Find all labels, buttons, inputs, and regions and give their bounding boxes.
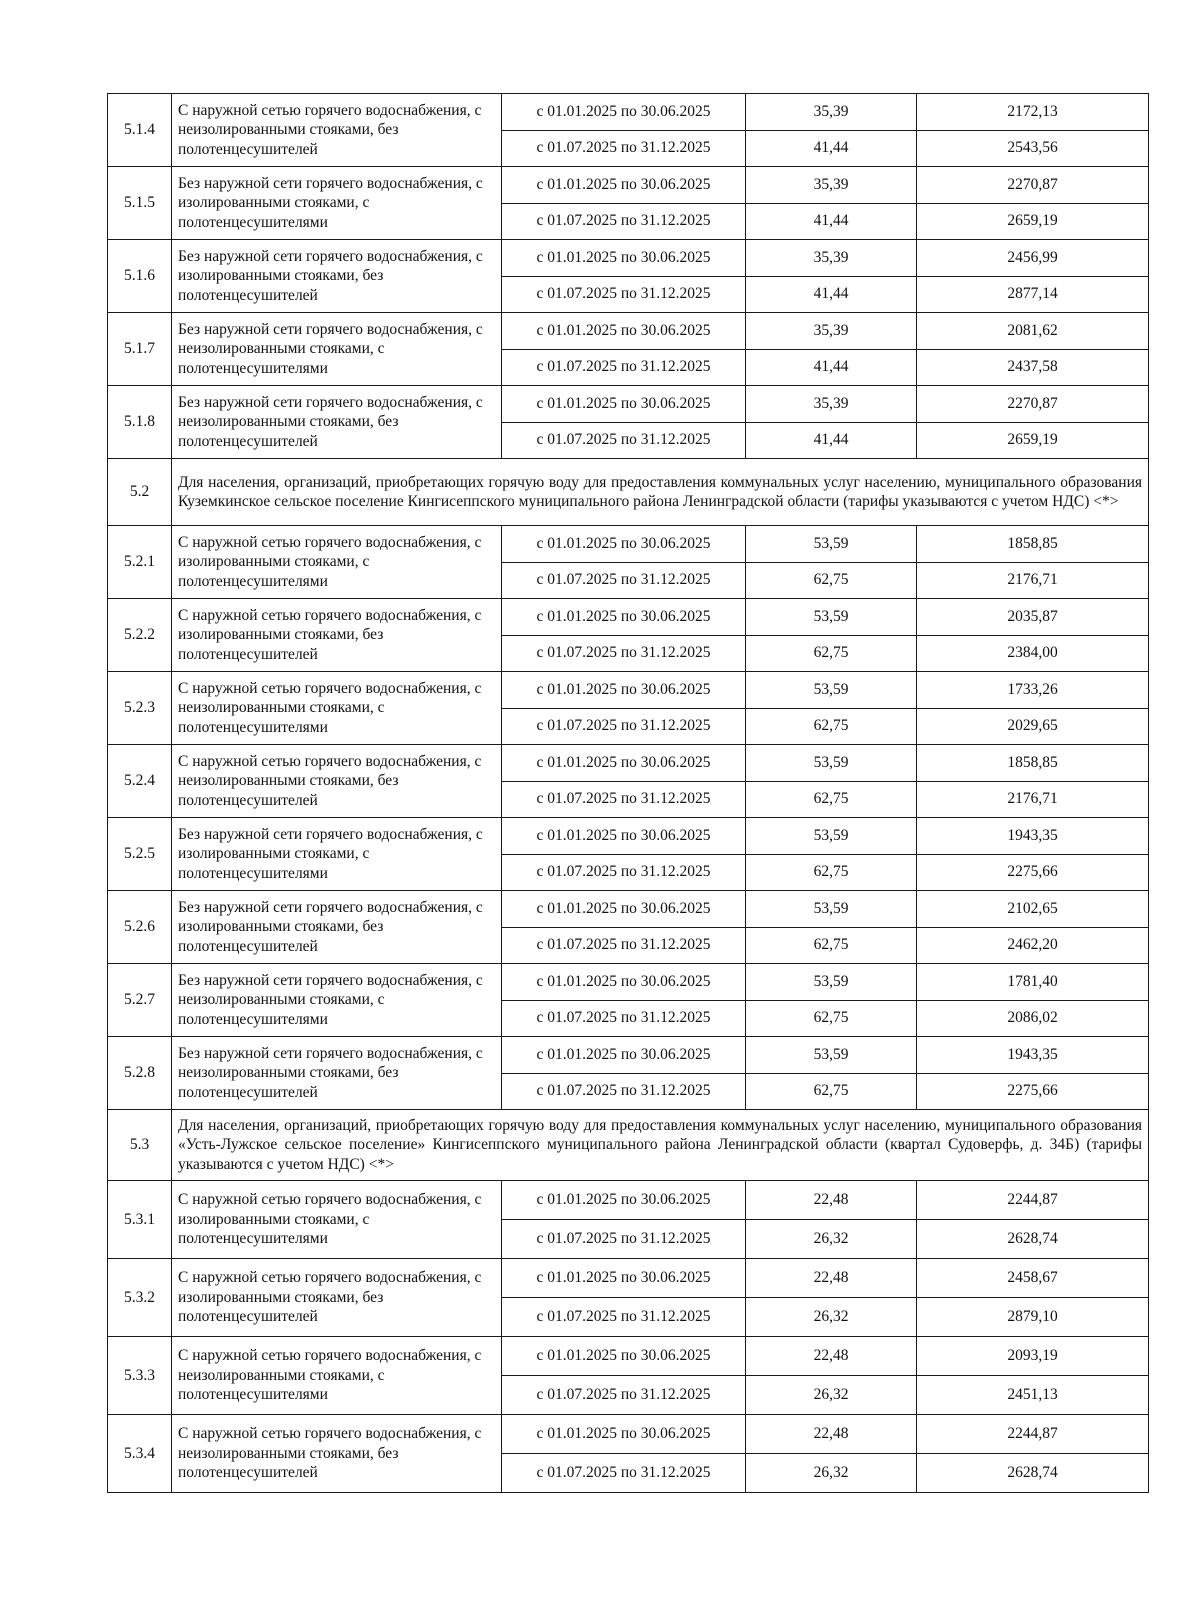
value-cell: 62,75 bbox=[746, 635, 917, 672]
tariff-cell: 2086,02 bbox=[917, 1000, 1149, 1037]
tariff-cell: 2275,66 bbox=[917, 1073, 1149, 1110]
row-number: 5.3.1 bbox=[108, 1181, 172, 1259]
value-cell: 62,75 bbox=[746, 1000, 917, 1037]
row-description: С наружной сетью горячего водоснабжения, с неизолированными стояками, без полотенцесушителей bbox=[172, 94, 502, 167]
section-header-row bbox=[108, 459, 1149, 526]
period-cell: с 01.01.2025 по 30.06.2025 bbox=[502, 1337, 746, 1376]
period-cell: с 01.01.2025 по 30.06.2025 bbox=[502, 1181, 746, 1220]
row-description: Без наружной сети горячего водоснабжения, с неизолированными стояками, без полотенцесушителей bbox=[172, 1037, 502, 1110]
tariff-cell: 2384,00 bbox=[917, 635, 1149, 672]
tariff-cell: 2456,99 bbox=[917, 240, 1149, 277]
tariff-cell: 2659,19 bbox=[917, 422, 1149, 459]
row-description: С наружной сетью горячего водоснабжения, с изолированными стояками, с полотенцесушителями bbox=[172, 526, 502, 599]
value-cell: 53,59 bbox=[746, 818, 917, 855]
period-cell: с 01.01.2025 по 30.06.2025 bbox=[502, 1259, 746, 1298]
row-description: С наружной сетью горячего водоснабжения, с неизолированными стояками, с полотенцесушителями bbox=[172, 1337, 502, 1415]
row-number: 5.2.5 bbox=[108, 818, 172, 891]
tariff-cell: 1943,35 bbox=[917, 1037, 1149, 1074]
table-row bbox=[108, 526, 1149, 563]
value-cell: 53,59 bbox=[746, 526, 917, 563]
tariff-cell: 1781,40 bbox=[917, 964, 1149, 1001]
value-cell: 35,39 bbox=[746, 94, 917, 131]
value-cell: 62,75 bbox=[746, 708, 917, 745]
period-cell: с 01.07.2025 по 31.12.2025 bbox=[502, 130, 746, 167]
tariff-cell: 2275,66 bbox=[917, 854, 1149, 891]
tariff-cell: 2270,87 bbox=[917, 167, 1149, 204]
period-cell: с 01.01.2025 по 30.06.2025 bbox=[502, 672, 746, 709]
table-row bbox=[108, 1259, 1149, 1298]
value-cell: 22,48 bbox=[746, 1415, 917, 1454]
period-cell: с 01.07.2025 по 31.12.2025 bbox=[502, 422, 746, 459]
tariff-cell: 2244,87 bbox=[917, 1415, 1149, 1454]
table-row bbox=[108, 891, 1149, 928]
tariff-cell: 2451,13 bbox=[917, 1376, 1149, 1415]
table-row bbox=[108, 745, 1149, 782]
period-cell: с 01.07.2025 по 31.12.2025 bbox=[502, 927, 746, 964]
row-number: 5.2.3 bbox=[108, 672, 172, 745]
tariff-cell: 2176,71 bbox=[917, 781, 1149, 818]
row-number: 5.3.4 bbox=[108, 1415, 172, 1493]
row-number: 5.1.8 bbox=[108, 386, 172, 459]
row-number: 5.2.2 bbox=[108, 599, 172, 672]
period-cell: с 01.01.2025 по 30.06.2025 bbox=[502, 599, 746, 636]
period-cell: с 01.01.2025 по 30.06.2025 bbox=[502, 94, 746, 131]
tariff-cell: 2081,62 bbox=[917, 313, 1149, 350]
period-cell: с 01.07.2025 по 31.12.2025 bbox=[502, 349, 746, 386]
value-cell: 62,75 bbox=[746, 854, 917, 891]
row-number: 5.2.1 bbox=[108, 526, 172, 599]
row-number: 5.2.6 bbox=[108, 891, 172, 964]
section-number: 5.3 bbox=[108, 1110, 172, 1181]
value-cell: 26,32 bbox=[746, 1454, 917, 1493]
section-description: Для населения, организаций, приобретающих горячую воду для предоставления коммунальных услуг населению, муниципального образования Куземкинское сельское поселение Кингисеппского муниципального района Ленинградской области (тарифы указываются с учетом НДС) <*> bbox=[172, 459, 1149, 526]
period-cell: с 01.01.2025 по 30.06.2025 bbox=[502, 240, 746, 277]
value-cell: 22,48 bbox=[746, 1337, 917, 1376]
period-cell: с 01.07.2025 по 31.12.2025 bbox=[502, 781, 746, 818]
tariff-cell: 2458,67 bbox=[917, 1259, 1149, 1298]
tariff-cell: 2270,87 bbox=[917, 386, 1149, 423]
tariff-cell: 2877,14 bbox=[917, 276, 1149, 313]
row-description: Без наружной сети горячего водоснабжения, с изолированными стояками, с полотенцесушителями bbox=[172, 818, 502, 891]
row-description: Без наружной сети горячего водоснабжения, с неизолированными стояками, с полотенцесушителями bbox=[172, 964, 502, 1037]
row-number: 5.1.5 bbox=[108, 167, 172, 240]
tariff-cell: 1943,35 bbox=[917, 818, 1149, 855]
value-cell: 62,75 bbox=[746, 1073, 917, 1110]
section-number: 5.2 bbox=[108, 459, 172, 526]
period-cell: с 01.07.2025 по 31.12.2025 bbox=[502, 562, 746, 599]
period-cell: с 01.01.2025 по 30.06.2025 bbox=[502, 313, 746, 350]
tariff-cell: 1858,85 bbox=[917, 526, 1149, 563]
table-row bbox=[108, 386, 1149, 423]
value-cell: 35,39 bbox=[746, 313, 917, 350]
value-cell: 41,44 bbox=[746, 276, 917, 313]
row-number: 5.3.2 bbox=[108, 1259, 172, 1337]
tariff-table bbox=[107, 93, 1149, 1493]
tariff-cell: 2176,71 bbox=[917, 562, 1149, 599]
row-number: 5.1.4 bbox=[108, 94, 172, 167]
section-header-row bbox=[108, 1110, 1149, 1181]
period-cell: с 01.01.2025 по 30.06.2025 bbox=[502, 1037, 746, 1074]
tariff-cell: 1858,85 bbox=[917, 745, 1149, 782]
period-cell: с 01.07.2025 по 31.12.2025 bbox=[502, 203, 746, 240]
period-cell: с 01.01.2025 по 30.06.2025 bbox=[502, 964, 746, 1001]
value-cell: 62,75 bbox=[746, 781, 917, 818]
table-row bbox=[108, 1415, 1149, 1454]
period-cell: с 01.01.2025 по 30.06.2025 bbox=[502, 745, 746, 782]
tariff-cell: 2879,10 bbox=[917, 1298, 1149, 1337]
row-description: С наружной сетью горячего водоснабжения, с неизолированными стояками, без полотенцесушителей bbox=[172, 1415, 502, 1493]
row-number: 5.2.4 bbox=[108, 745, 172, 818]
table-row bbox=[108, 240, 1149, 277]
value-cell: 35,39 bbox=[746, 167, 917, 204]
value-cell: 62,75 bbox=[746, 927, 917, 964]
value-cell: 53,59 bbox=[746, 672, 917, 709]
value-cell: 35,39 bbox=[746, 386, 917, 423]
value-cell: 41,44 bbox=[746, 422, 917, 459]
value-cell: 35,39 bbox=[746, 240, 917, 277]
tariff-cell: 2102,65 bbox=[917, 891, 1149, 928]
row-number: 5.3.3 bbox=[108, 1337, 172, 1415]
table-row bbox=[108, 818, 1149, 855]
period-cell: с 01.01.2025 по 30.06.2025 bbox=[502, 167, 746, 204]
tariff-cell: 2543,56 bbox=[917, 130, 1149, 167]
tariff-cell: 2035,87 bbox=[917, 599, 1149, 636]
value-cell: 26,32 bbox=[746, 1376, 917, 1415]
period-cell: с 01.07.2025 по 31.12.2025 bbox=[502, 276, 746, 313]
row-description: С наружной сетью горячего водоснабжения, с неизолированными стояками, с полотенцесушителями bbox=[172, 672, 502, 745]
value-cell: 53,59 bbox=[746, 964, 917, 1001]
period-cell: с 01.07.2025 по 31.12.2025 bbox=[502, 1220, 746, 1259]
period-cell: с 01.01.2025 по 30.06.2025 bbox=[502, 818, 746, 855]
tariff-cell: 2628,74 bbox=[917, 1454, 1149, 1493]
value-cell: 53,59 bbox=[746, 745, 917, 782]
table-row bbox=[108, 94, 1149, 131]
row-number: 5.1.7 bbox=[108, 313, 172, 386]
row-number: 5.2.8 bbox=[108, 1037, 172, 1110]
row-description: С наружной сетью горячего водоснабжения, с изолированными стояками, без полотенцесушителей bbox=[172, 599, 502, 672]
period-cell: с 01.07.2025 по 31.12.2025 bbox=[502, 1376, 746, 1415]
value-cell: 41,44 bbox=[746, 349, 917, 386]
row-number: 5.2.7 bbox=[108, 964, 172, 1037]
period-cell: с 01.07.2025 по 31.12.2025 bbox=[502, 708, 746, 745]
value-cell: 22,48 bbox=[746, 1259, 917, 1298]
period-cell: с 01.07.2025 по 31.12.2025 bbox=[502, 1000, 746, 1037]
period-cell: с 01.01.2025 по 30.06.2025 bbox=[502, 1415, 746, 1454]
value-cell: 22,48 bbox=[746, 1181, 917, 1220]
period-cell: с 01.01.2025 по 30.06.2025 bbox=[502, 386, 746, 423]
value-cell: 26,32 bbox=[746, 1220, 917, 1259]
value-cell: 53,59 bbox=[746, 1037, 917, 1074]
value-cell: 41,44 bbox=[746, 203, 917, 240]
row-description: С наружной сетью горячего водоснабжения, с изолированными стояками, с полотенцесушителями bbox=[172, 1181, 502, 1259]
row-description: Без наружной сети горячего водоснабжения, с изолированными стояками, с полотенцесушителями bbox=[172, 167, 502, 240]
value-cell: 53,59 bbox=[746, 891, 917, 928]
row-number: 5.1.6 bbox=[108, 240, 172, 313]
tariff-cell: 2244,87 bbox=[917, 1181, 1149, 1220]
table-row bbox=[108, 1337, 1149, 1376]
row-description: С наружной сетью горячего водоснабжения, с изолированными стояками, без полотенцесушителей bbox=[172, 1259, 502, 1337]
value-cell: 62,75 bbox=[746, 562, 917, 599]
period-cell: с 01.07.2025 по 31.12.2025 bbox=[502, 854, 746, 891]
row-description: С наружной сетью горячего водоснабжения, с неизолированными стояками, без полотенцесушителей bbox=[172, 745, 502, 818]
section-description: Для населения, организаций, приобретающих горячую воду для предоставления коммунальных услуг населению, муниципального образования «Усть-Лужское сельское поселение» Кингисеппского муниципального района Ленинградской области (квартал Судоверфь, д. 34Б) (тарифы указываются с учетом НДС) <*> bbox=[172, 1110, 1149, 1181]
value-cell: 53,59 bbox=[746, 599, 917, 636]
tariff-cell: 2659,19 bbox=[917, 203, 1149, 240]
period-cell: с 01.07.2025 по 31.12.2025 bbox=[502, 1073, 746, 1110]
table-row bbox=[108, 167, 1149, 204]
table-row bbox=[108, 672, 1149, 709]
row-description: Без наружной сети горячего водоснабжения, с изолированными стояками, без полотенцесушителей bbox=[172, 891, 502, 964]
table-row bbox=[108, 964, 1149, 1001]
row-description: Без наружной сети горячего водоснабжения, с изолированными стояками, без полотенцесушителей bbox=[172, 240, 502, 313]
value-cell: 26,32 bbox=[746, 1298, 917, 1337]
table-row bbox=[108, 1037, 1149, 1074]
period-cell: с 01.01.2025 по 30.06.2025 bbox=[502, 526, 746, 563]
table-row bbox=[108, 313, 1149, 350]
period-cell: с 01.07.2025 по 31.12.2025 bbox=[502, 635, 746, 672]
tariff-cell: 1733,26 bbox=[917, 672, 1149, 709]
period-cell: с 01.01.2025 по 30.06.2025 bbox=[502, 891, 746, 928]
tariff-cell: 2093,19 bbox=[917, 1337, 1149, 1376]
table-row bbox=[108, 599, 1149, 636]
row-description: Без наружной сети горячего водоснабжения, с неизолированными стояками, с полотенцесушителями bbox=[172, 313, 502, 386]
period-cell: с 01.07.2025 по 31.12.2025 bbox=[502, 1298, 746, 1337]
tariff-cell: 2462,20 bbox=[917, 927, 1149, 964]
table-row bbox=[108, 1181, 1149, 1220]
value-cell: 41,44 bbox=[746, 130, 917, 167]
tariff-cell: 2437,58 bbox=[917, 349, 1149, 386]
tariff-cell: 2172,13 bbox=[917, 94, 1149, 131]
period-cell: с 01.07.2025 по 31.12.2025 bbox=[502, 1454, 746, 1493]
tariff-cell: 2628,74 bbox=[917, 1220, 1149, 1259]
tariff-cell: 2029,65 bbox=[917, 708, 1149, 745]
row-description: Без наружной сети горячего водоснабжения, с неизолированными стояками, без полотенцесушителей bbox=[172, 386, 502, 459]
